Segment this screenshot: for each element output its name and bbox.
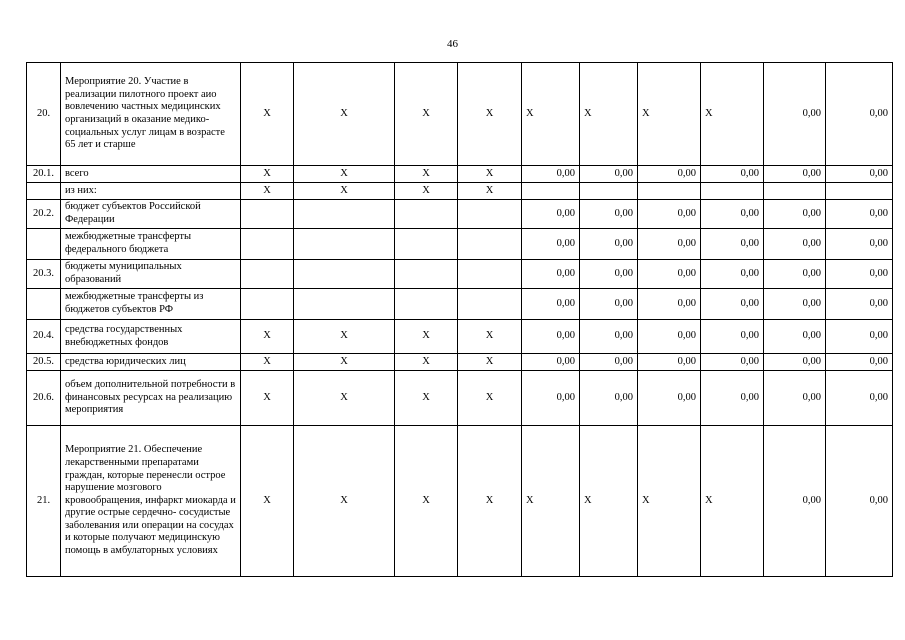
cell-col-7: 0,00 [522,166,580,183]
cell-col-6: X [458,183,522,200]
cell-col-7: 0,00 [522,371,580,426]
cell-col-8: 0,00 [580,200,638,229]
cell-col-9: 0,00 [638,371,701,426]
cell-col-10: X [701,63,764,166]
table-row [27,320,893,354]
cell-col-3: X [241,63,294,166]
row-number: 20.2. [27,200,61,229]
budget-table [26,62,893,577]
cell-col-12: 0,00 [826,320,893,354]
row-name: средства юридических лиц [61,354,241,371]
cell-col-7: 0,00 [522,289,580,320]
cell-col-7: 0,00 [522,229,580,260]
cell-col-11: 0,00 [764,63,826,166]
cell-col-8: 0,00 [580,229,638,260]
table-row [27,200,893,229]
cell-col-11: 0,00 [764,371,826,426]
cell-col-12: 0,00 [826,260,893,289]
cell-col-11: 0,00 [764,260,826,289]
table-row [27,354,893,371]
cell-col-4 [294,229,395,260]
cell-col-5: X [395,320,458,354]
cell-col-9: 0,00 [638,200,701,229]
cell-col-4 [294,200,395,229]
cell-col-11: 0,00 [764,229,826,260]
row-number [27,289,61,320]
cell-col-5: X [395,354,458,371]
cell-col-5 [395,229,458,260]
cell-col-12: 0,00 [826,166,893,183]
cell-col-9: 0,00 [638,289,701,320]
cell-col-6 [458,289,522,320]
cell-col-9: 0,00 [638,229,701,260]
cell-col-6: X [458,426,522,577]
cell-col-8: 0,00 [580,289,638,320]
row-name: всего [61,166,241,183]
cell-col-5 [395,289,458,320]
cell-col-8: 0,00 [580,320,638,354]
cell-col-11 [764,183,826,200]
cell-col-9: 0,00 [638,166,701,183]
cell-col-5 [395,260,458,289]
row-name: бюджеты муниципальных образований [61,260,241,289]
row-name: средства государственных внебюджетных фондов [61,320,241,354]
cell-col-12: 0,00 [826,289,893,320]
cell-col-9: 0,00 [638,320,701,354]
cell-col-9: 0,00 [638,260,701,289]
table-row [27,229,893,260]
cell-col-3: X [241,320,294,354]
cell-col-7: X [522,63,580,166]
cell-col-8: 0,00 [580,371,638,426]
cell-col-3 [241,229,294,260]
cell-col-3 [241,260,294,289]
cell-col-8: X [580,426,638,577]
row-number: 20. [27,63,61,166]
cell-col-6: X [458,320,522,354]
cell-col-4: X [294,183,395,200]
cell-col-4: X [294,63,395,166]
cell-col-8 [580,183,638,200]
cell-col-5 [395,200,458,229]
cell-col-3: X [241,426,294,577]
cell-col-10: 0,00 [701,260,764,289]
cell-col-7: 0,00 [522,320,580,354]
row-number: 20.3. [27,260,61,289]
cell-col-8: 0,00 [580,260,638,289]
cell-col-3 [241,200,294,229]
table-row [27,371,893,426]
cell-col-8: 0,00 [580,166,638,183]
table-row [27,166,893,183]
cell-col-4: X [294,371,395,426]
cell-col-9: X [638,426,701,577]
cell-col-10: X [701,426,764,577]
cell-col-10: 0,00 [701,166,764,183]
row-name: межбюджетные трансферты из бюджетов субъектов РФ [61,289,241,320]
cell-col-12 [826,183,893,200]
page-number: 46 [447,38,458,50]
cell-col-10: 0,00 [701,229,764,260]
cell-col-11: 0,00 [764,320,826,354]
row-number: 20.4. [27,320,61,354]
cell-col-12: 0,00 [826,200,893,229]
cell-col-3 [241,289,294,320]
cell-col-10 [701,183,764,200]
cell-col-10: 0,00 [701,200,764,229]
row-number: 20.1. [27,166,61,183]
cell-col-11: 0,00 [764,426,826,577]
cell-col-9: 0,00 [638,354,701,371]
cell-col-4: X [294,426,395,577]
row-name: из них: [61,183,241,200]
row-name: межбюджетные трансферты федерального бюджета [61,229,241,260]
cell-col-8: X [580,63,638,166]
cell-col-6: X [458,63,522,166]
cell-col-9 [638,183,701,200]
cell-col-5: X [395,183,458,200]
cell-col-4 [294,289,395,320]
cell-col-5: X [395,63,458,166]
cell-col-5: X [395,371,458,426]
cell-col-3: X [241,354,294,371]
row-name: бюджет субъектов Российской Федерации [61,200,241,229]
cell-col-4: X [294,320,395,354]
cell-col-6: X [458,354,522,371]
cell-col-4: X [294,166,395,183]
cell-col-7: 0,00 [522,260,580,289]
cell-col-12: 0,00 [826,354,893,371]
cell-col-10: 0,00 [701,289,764,320]
cell-col-11: 0,00 [764,166,826,183]
cell-col-12: 0,00 [826,229,893,260]
cell-col-7: 0,00 [522,354,580,371]
cell-col-11: 0,00 [764,289,826,320]
cell-col-6 [458,229,522,260]
table-row [27,63,893,166]
cell-col-9: X [638,63,701,166]
cell-col-5: X [395,166,458,183]
cell-col-3: X [241,183,294,200]
cell-col-4 [294,260,395,289]
row-number: 20.6. [27,371,61,426]
cell-col-10: 0,00 [701,354,764,371]
cell-col-10: 0,00 [701,320,764,354]
table-row [27,289,893,320]
cell-col-7: 0,00 [522,200,580,229]
cell-col-3: X [241,371,294,426]
cell-col-12: 0,00 [826,63,893,166]
row-name: Мероприятие 20. Участие в реализации пилотного проект аио вовлечению частных медицинских организаций в оказание медико- социальных услуг лицам в возрасте 65 лет и старше [61,63,241,166]
cell-col-6 [458,260,522,289]
cell-col-6: X [458,371,522,426]
cell-col-7: X [522,426,580,577]
row-name: Мероприятие 21. Обеспечение лекарственными препаратами граждан, которые перенесли острое нарушение мозгового кровообращения, инфаркт миокарда и другие острые сердечно- сосудистые заболевания или операции на сосудах и которые получают медицинскую помощь в амбулаторных условиях [61,426,241,577]
cell-col-12: 0,00 [826,371,893,426]
cell-col-10: 0,00 [701,371,764,426]
cell-col-11: 0,00 [764,200,826,229]
table-row [27,260,893,289]
cell-col-8: 0,00 [580,354,638,371]
cell-col-3: X [241,166,294,183]
cell-col-6 [458,200,522,229]
row-number [27,229,61,260]
row-number: 20.5. [27,354,61,371]
row-number [27,183,61,200]
cell-col-6: X [458,166,522,183]
table-row [27,426,893,577]
row-number: 21. [27,426,61,577]
cell-col-5: X [395,426,458,577]
table-row [27,183,893,200]
cell-col-12: 0,00 [826,426,893,577]
cell-col-7 [522,183,580,200]
row-name: объем дополнительной потребности в финансовых ресурсах на реализацию мероприятия [61,371,241,426]
cell-col-11: 0,00 [764,354,826,371]
cell-col-4: X [294,354,395,371]
